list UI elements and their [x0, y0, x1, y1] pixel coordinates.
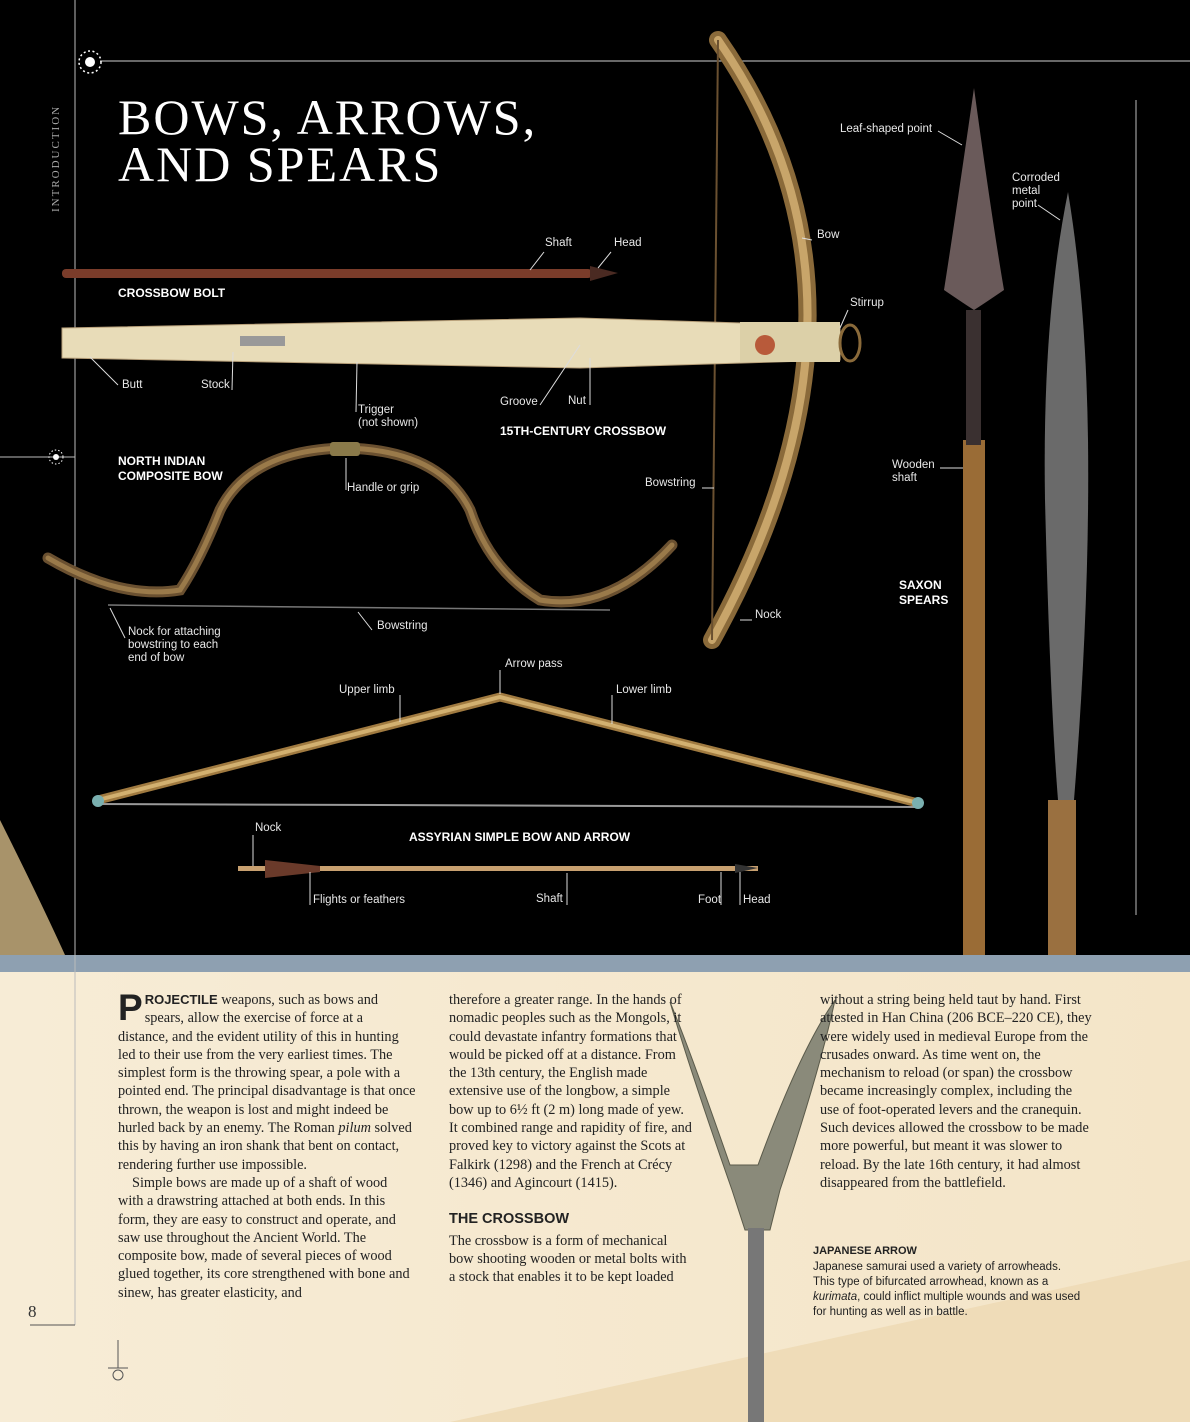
caption-composite-bow	[118, 454, 223, 484]
caption-saxon	[899, 578, 948, 608]
drop-word: ROJECTILE	[144, 992, 218, 1007]
col1-para1-end: solved this by having an iron shank that bent on contact, rendering further use impossible.	[118, 1120, 412, 1173]
label-flights: Flights or feathers	[313, 894, 406, 906]
title-line-2: AND SPEARS	[118, 136, 443, 192]
section-label: INTRODUCTION	[50, 104, 62, 212]
caption-crossbow: 15TH-CENTURY CROSSBOW	[500, 424, 667, 438]
japanese-arrow-text	[813, 1260, 1083, 1320]
caption-saxon-line-2: SPEARS	[899, 593, 949, 607]
label-arrow-shaft: Shaft	[536, 893, 563, 905]
label-leaf-point: Leaf-shaped point	[840, 123, 933, 135]
label-stock: Stock	[201, 379, 230, 391]
caption-crossbow-bolt: CROSSBOW BOLT	[118, 286, 226, 300]
bottom-ornament-icon	[108, 1340, 128, 1380]
label-stirrup: Stirrup	[850, 297, 884, 309]
label-shaft: Shaft	[545, 237, 572, 249]
label-foot: Foot	[698, 894, 722, 906]
label-handle: Handle or grip	[347, 482, 420, 494]
label-trigger: Trigger (not shown)	[358, 404, 419, 429]
col3-para1: without a string being held taut by hand. First attested in Han China (206 BCE–220 CE), they were widely used in medieval Europe from the crusades onward. As time went on, the mechanism to reload (or span) the crossbow became increasingly complex, including the use of foot-operated levers and the cranequin. Such devices allowed the crossbow to be made more powerful, but meant it was slower to reload. By the late 16th century, it had almost disappeared from the battlefield.	[820, 992, 1092, 1191]
leader-lines	[90, 131, 1060, 905]
label-nock-arrow: Nock	[255, 822, 282, 834]
crossbow-bolt-image	[62, 266, 618, 281]
label-bow: Bow	[817, 229, 840, 241]
caption-assyrian: ASSYRIAN SIMPLE BOW AND ARROW	[409, 830, 631, 844]
crossbow-subhead: THE CROSSBOW	[449, 1211, 570, 1228]
ja-text-after: , could inflict multiple wounds and was used for hunting as well as in battle.	[813, 1291, 1081, 1318]
label-bowstring-composite: Bowstring	[377, 620, 428, 632]
label-arrow-head: Head	[743, 894, 771, 906]
col2-para2: The crossbow is a form of mechanical bow shooting wooden or metal bolts with a stock that enables it to be kept loaded	[449, 1232, 687, 1286]
col1-para1: weapons, such as bows and spears, allow the exercise of force at a distance, and the evident utility of this in hunting led to their use from the very earliest times. The simplest form is the throwing spear, a pole with a pointed end. The principal disadvantage is that once thrown, the weapon is lost and might indeed be hurled back by an enemy. The Roman	[118, 992, 416, 1137]
label-corroded: Corroded metal point	[1012, 172, 1060, 210]
pilum-term: pilum	[338, 1120, 371, 1137]
label-bowstring-crossbow: Bowstring	[645, 477, 696, 489]
label-nock-crossbow: Nock	[755, 609, 782, 621]
text-column-1	[118, 987, 416, 1302]
assyrian-bow-image	[92, 697, 924, 878]
label-nut: Nut	[568, 395, 586, 407]
text-column-2	[449, 991, 694, 1286]
label-lower-limb: Lower limb	[616, 684, 672, 696]
caption-composite-line-1: NORTH INDIAN	[118, 454, 206, 468]
col2-para1: therefore a greater range. In the hands of nomadic peoples such as the Mongols, it could devastate infantry formations that would be picked off at a distance. From the 13th century, the English made extensive use of the longbow, a simple bow up to 6½ ft (2 m) long made of yew. It combined range and rapidity of fire, and proved key to victory against the Scots at Falkirk (1298) and the French at Crécy (1346) and Agincourt (1415).	[449, 992, 692, 1191]
top-ornament-icon	[79, 51, 101, 73]
japanese-arrow-title: JAPANESE ARROW	[813, 1245, 917, 1257]
label-nock-attach: Nock for attaching bowstring to each end of bow	[128, 626, 221, 664]
label-upper-limb: Upper limb	[339, 684, 395, 696]
label-butt: Butt	[122, 379, 143, 391]
label-wooden-shaft: Wooden shaft	[892, 459, 935, 484]
label-groove: Groove	[500, 396, 538, 408]
label-arrow-pass: Arrow pass	[505, 658, 563, 670]
ja-text-before: Japanese samurai used a variety of arrowheads. This type of bifurcated arrowhead, known as a	[813, 1261, 1062, 1288]
drop-cap: P	[118, 987, 143, 1028]
text-column-3	[820, 991, 1092, 1192]
page-title	[118, 89, 538, 192]
title-line-1: BOWS, ARROWS,	[118, 89, 538, 145]
gold-arc	[0, 820, 65, 955]
label-head: Head	[614, 237, 642, 249]
caption-composite-line-2: COMPOSITE BOW	[118, 469, 223, 483]
caption-saxon-line-1: SAXON	[899, 578, 942, 592]
page-number: 8	[28, 1302, 37, 1321]
col1-para2: Simple bows are made up of a shaft of wood with a drawstring attached at both ends. In this form, they are easy to construct and operate, and saw use throughout the Ancient World. The composite bow, made of several pieces of wood glued together, its core strengthened with bone and sinew, has greater elasticity, and	[118, 1174, 410, 1301]
ja-term: kurimata	[813, 1291, 858, 1303]
saxon-spears-image	[944, 88, 1088, 955]
